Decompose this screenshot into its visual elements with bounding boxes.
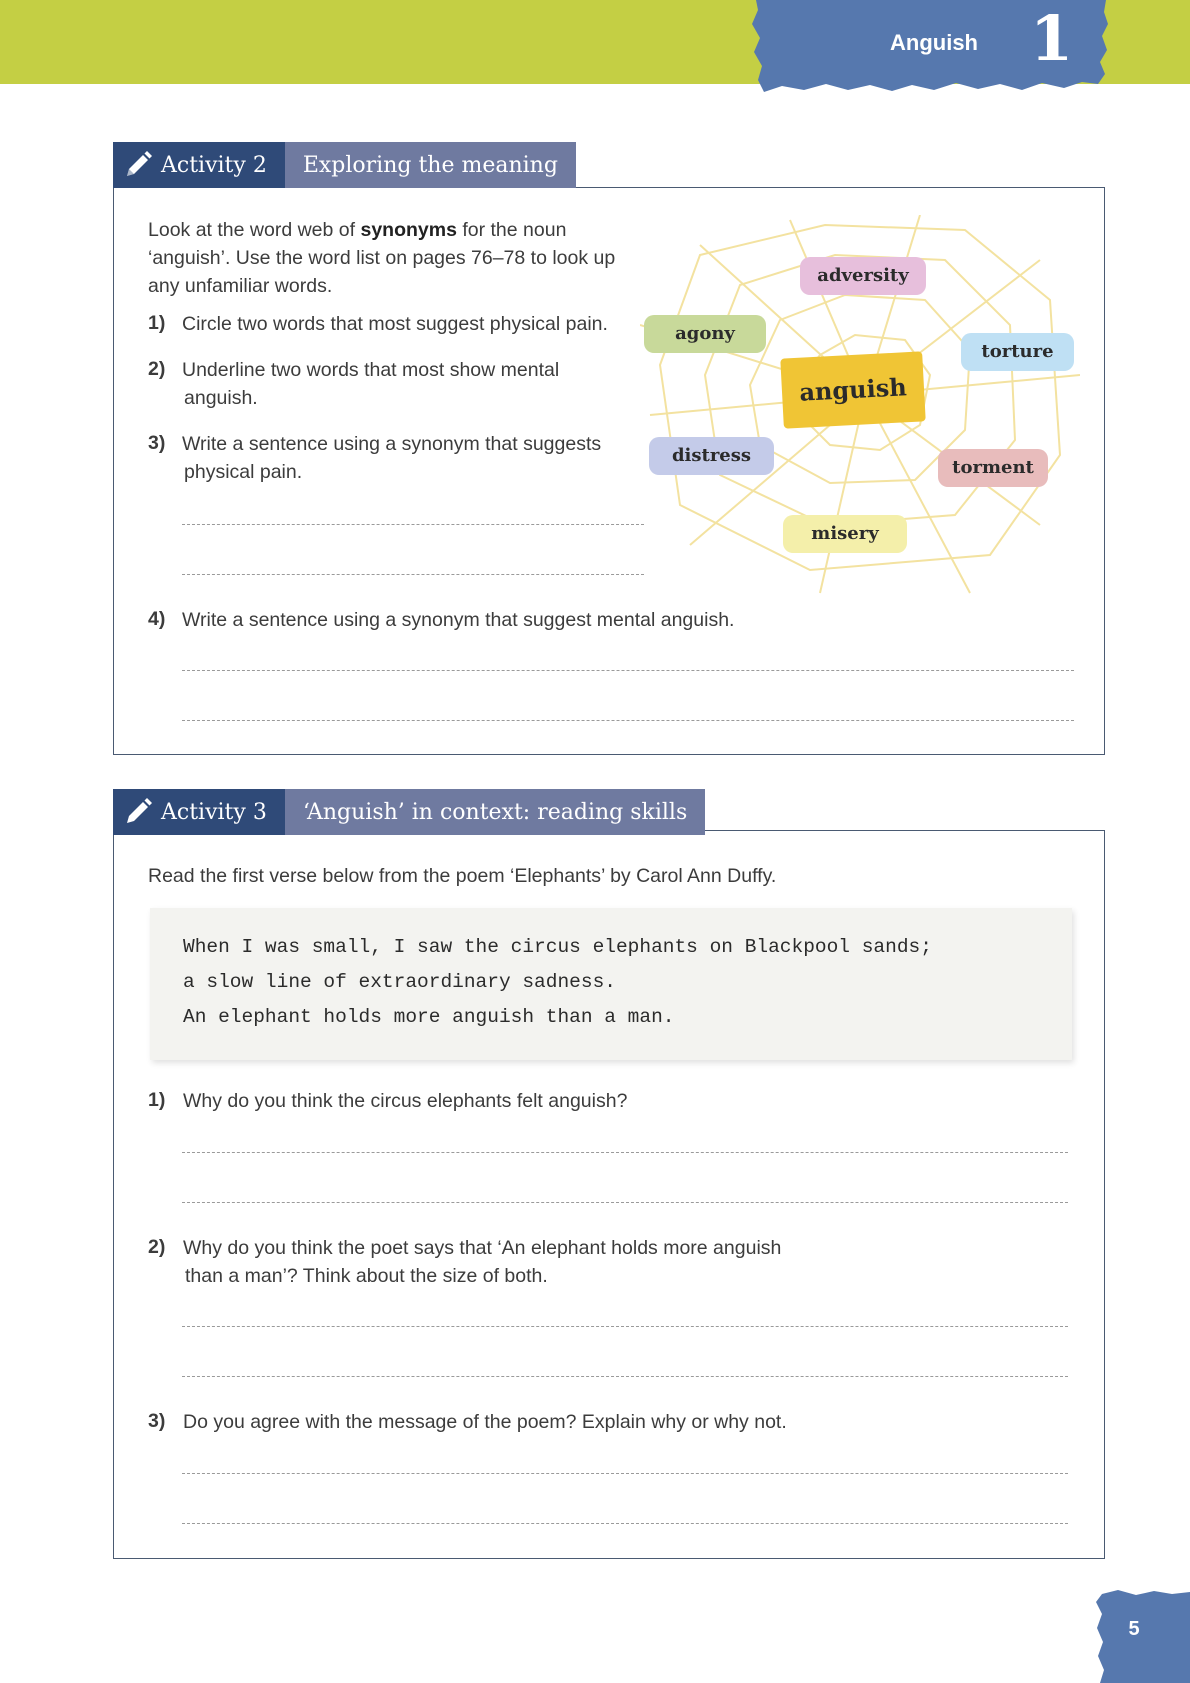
intro-line-2: ‘anguish’. Use the word list on pages 76–78 to look up [148,247,616,269]
question-text: Write a sentence using a synonym that suggests [182,433,602,455]
pencil-icon [123,797,153,827]
page-number-badge [1096,1590,1190,1683]
activity-3-label: Activity 3 [161,799,267,825]
word-adversity[interactable]: adversity [800,257,926,295]
poem-line: When I was small, I saw the circus elephants on Blackpool sands; [183,936,932,958]
answer-line[interactable] [182,1326,1068,1327]
question-number: 2) [148,1236,166,1258]
answer-line[interactable] [182,670,1074,671]
answer-line[interactable] [182,1473,1068,1474]
answer-line[interactable] [182,574,644,575]
question-number: 2) [148,358,166,380]
word-agony[interactable]: agony [644,315,766,353]
chapter-number: 1 [1030,2,1074,75]
activity-3-header [113,789,705,835]
pencil-icon [123,150,153,180]
page-number: 5 [1128,1618,1140,1640]
question-text-continued: physical pain. [184,461,303,483]
question-number: 4) [148,608,166,630]
question-number: 3) [148,432,166,454]
question-text: Do you agree with the message of the poem? Explain why or why not. [183,1411,787,1433]
activity-3-intro: Read the first verse below from the poem ‘Elephants’ by Carol Ann Duffy. [148,865,777,887]
question-text-continued: than a man’? Think about the size of both. [185,1265,548,1287]
question-text: Why do you think the poet says that ‘An elephant holds more anguish [183,1237,782,1259]
intro-line-3: any unfamiliar words. [148,275,333,297]
answer-line[interactable] [182,1152,1068,1153]
answer-line[interactable] [182,524,644,525]
word-misery[interactable]: misery [783,515,907,553]
poem-line: An elephant holds more anguish than a man. [183,1006,675,1028]
activity-2-label-box [113,142,285,188]
answer-line[interactable] [182,1376,1068,1377]
question-number: 1) [148,312,166,334]
question-text: Write a sentence using a synonym that suggest mental anguish. [182,609,735,631]
question-text: Underline two words that most show mental [182,359,560,381]
activity-3-label-box [113,789,285,835]
answer-line[interactable] [182,720,1074,721]
activity-2-label: Activity 2 [161,152,267,178]
intro-bold-synonyms: synonyms [360,219,457,241]
word-distress[interactable]: distress [649,437,774,475]
poem-line: a slow line of extraordinary sadness. [183,971,616,993]
word-anguish-center[interactable]: anguish [780,351,925,428]
activity-2-title: Exploring the meaning [285,142,576,188]
chapter-title: Anguish [890,30,978,55]
activity-2-intro [148,216,668,300]
chapter-tab [752,0,1110,94]
answer-line[interactable] [182,1523,1068,1524]
question-number: 3) [148,1410,166,1432]
activity-2-header [113,142,576,188]
question-text-continued: anguish. [184,387,258,409]
intro-text-b: for the noun [456,219,567,241]
question-number: 1) [148,1089,166,1111]
question-text: Why do you think the circus elephants felt anguish? [183,1090,628,1112]
word-web [640,215,1080,595]
question-text: Circle two words that most suggest physical pain. [182,313,608,335]
poem-box [150,908,1072,1060]
word-torture[interactable]: torture [961,333,1074,371]
word-torment[interactable]: torment [938,449,1048,487]
intro-text-a: Look at the word web of [148,219,361,241]
activity-3-title: ‘Anguish’ in context: reading skills [285,789,705,835]
answer-line[interactable] [182,1202,1068,1203]
